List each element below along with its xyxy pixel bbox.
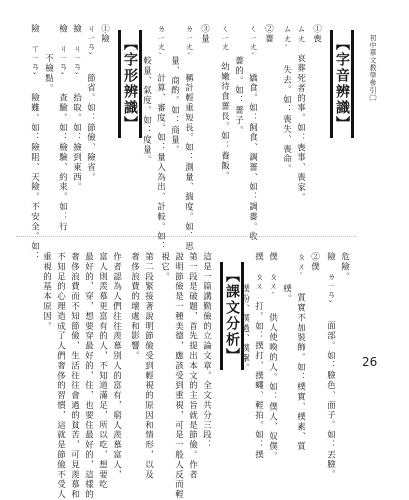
char-item-1-line-5: 險 ㄒㄧㄢˇ 險難。如：險阻、天險。不安全。如：	[29, 24, 40, 262]
lesson-para-3-line-3: 最好的，穿，想要穿最好的，住，也要住最好的，這樣的	[83, 252, 94, 500]
pronunciation-section-title: 【字音辨識】	[330, 30, 354, 138]
right-item-2-line-1: ㄆㄨˊ 質實不加裝飾。如：樸實、樸素、質	[295, 252, 306, 452]
lesson-para-3-line-5: 不知足的心理造成了人們奢侈的習慣，這就是節儉不受人	[55, 252, 66, 500]
running-header: 初中華文教學參引㈡	[369, 34, 377, 102]
lesson-para-2-line-1: 第二段緊接著說明節儉受到輕視的原因和情形，以及	[143, 252, 154, 480]
char-item-1-line-4: 不檢點。	[43, 24, 54, 94]
pron-item-1-line-1: ㄙㄤ 哀葬死者的事。如：喪事、喪家。	[295, 24, 306, 203]
pron-item-2-line-3: ㄑㄧㄤ 幼嫩待食薔長。如：養飯。	[219, 24, 230, 181]
lesson-para-1-line-4: 視它。	[159, 252, 170, 282]
pron-item-2-marker: ②薔	[263, 24, 274, 44]
pron-item-3-marker: ③量	[199, 24, 210, 44]
lesson-para-1-line-1: 這是一篇講勤儉的立論文章。全文共分三段：	[201, 252, 212, 450]
pron-item-3-line-3: ㄌㄧㄤˋ 計算、審度。如：量入為出、計較。如：	[155, 24, 166, 252]
right-continuation-line-2: 險 ㄌㄧㄢˇ 面部。如：臉色、面子。如：丟臉。	[325, 252, 336, 480]
right-item-2-marker: ②僕	[309, 252, 320, 272]
pron-item-1-marker: ①喪	[311, 24, 322, 44]
lesson-section-title: 【課文分析】	[220, 262, 244, 370]
pron-item-2-line-2: 薔的。如：薔子。	[233, 56, 244, 136]
right-item-2-line-5: 撲粉、撲過、撲擊。	[239, 284, 250, 374]
pron-item-3-line-1: ㄌㄧㄤˊ 稱計輕重短長。如：測量、揣度。如：思	[183, 24, 194, 252]
right-item-2-line-3: 僕 ㄆㄨˊ 供人使喚的人。如：僕人、奴僕。	[267, 252, 278, 462]
char-item-1-line-1: ㄐㄧㄢˇ 節省。如：節儉、險省。	[85, 24, 96, 183]
right-continuation-line-1: 危險。	[339, 252, 350, 282]
pron-item-2-line-1: ㄑㄧㄤˊ 嬌食。如：飼食、調薔、如：調薔。收	[247, 24, 258, 242]
pron-item-3-line-4: 較量、氣度。如：度量。	[141, 56, 152, 165]
right-item-2-line-2: 樸。	[281, 284, 292, 304]
lesson-para-3-line-2: 富人則羨慕更富有的人，不知道滿足，所以吃、想要吃	[97, 252, 108, 490]
lesson-para-3-line-1: 作者認為人們往往羨慕別人的富有，窮人羨慕富人，	[111, 252, 122, 480]
lesson-para-1-line-2: 第一段是破題，首先提出本文的主旨就是節儉。作者	[187, 252, 198, 480]
page-number: 26	[362, 355, 378, 369]
lesson-para-3-line-4: 奢侈浪費而不知節儉，生活往往會過的貧苦，可見羨慕和	[69, 252, 80, 500]
lesson-para-1-line-3: 說明節儉是一種美德，應該受到重視，可是一般人反而輕	[173, 252, 184, 500]
pron-item-1-line-2: ㄙㄤˋ 失去。如：喪失、喪命。	[281, 24, 292, 174]
char-item-1-line-2: 撿 ㄐㄧㄢˇ 拾取。如：撿到東西。	[71, 24, 82, 193]
right-item-2-line-4: 撲 ㄆㄨ 打。如：撲打、撲蠅、輕拍。如：撲	[253, 252, 264, 460]
character-section-title: 【字形辨識】	[118, 30, 142, 138]
char-item-1-marker: ①險	[99, 24, 110, 44]
lesson-para-3-line-6: 重視的基本原因。	[41, 252, 52, 332]
char-item-1-line-3: 檢 ㄐㄧㄢˇ 查驗。如：檢驗、約束。如：行	[57, 24, 68, 232]
pron-item-3-line-2: 量、商酌。如：商量。	[169, 56, 180, 155]
lesson-para-2-line-2: 奢侈浪費的壞處和影響。	[129, 252, 140, 361]
page-divider	[16, 236, 356, 237]
